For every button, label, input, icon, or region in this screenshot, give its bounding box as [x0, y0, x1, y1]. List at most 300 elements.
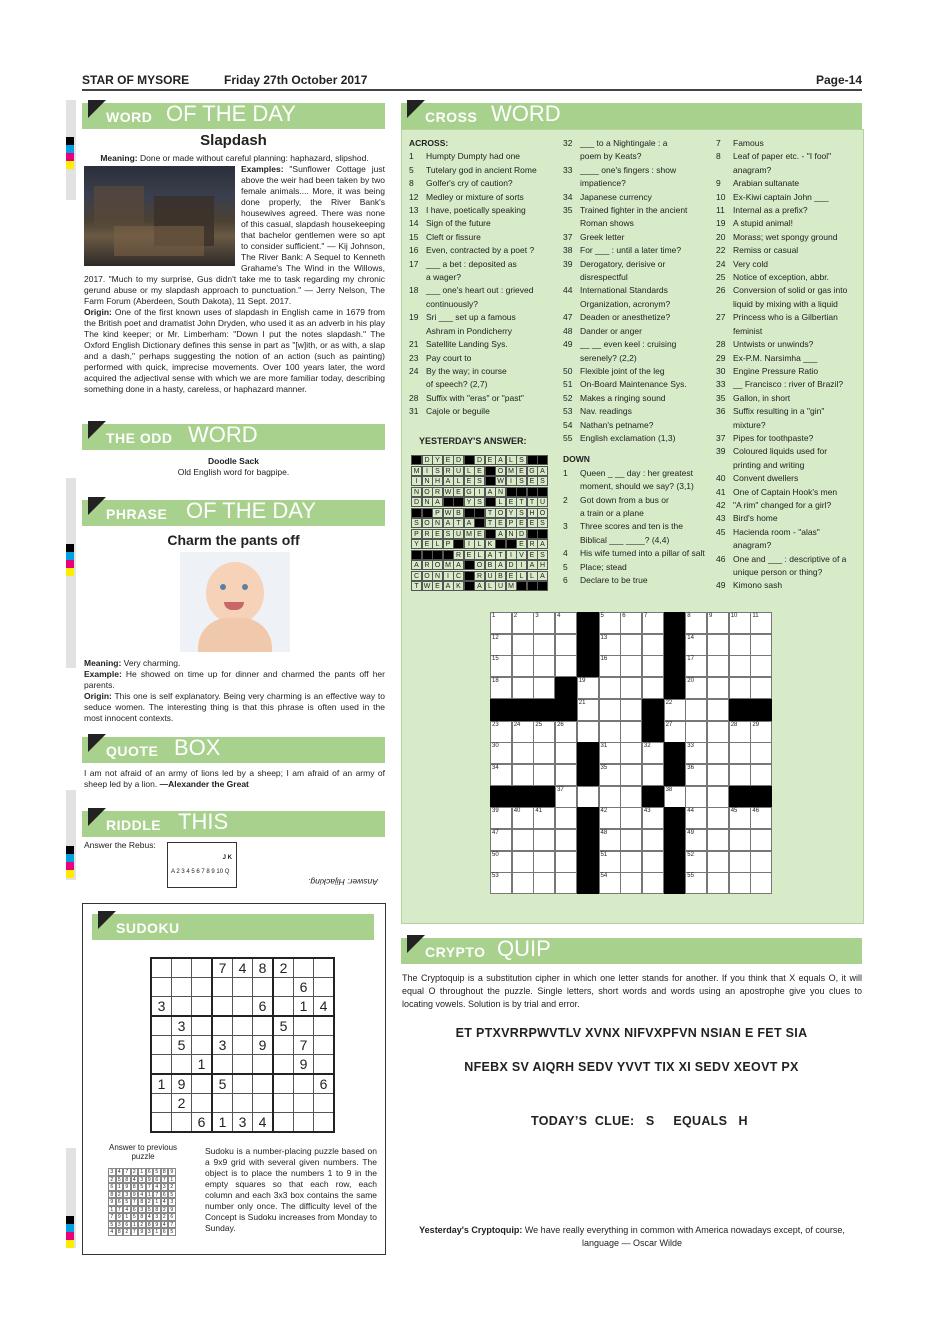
cryptoquip-header [401, 938, 862, 964]
crossword-cell[interactable] [750, 677, 772, 699]
crossword-cell[interactable] [599, 851, 621, 873]
sudoku-answer-cell: 4 [146, 1213, 154, 1221]
clue-number: 26 [716, 285, 726, 296]
sudoku-cell[interactable] [151, 1094, 172, 1113]
sudoku-cell[interactable] [151, 978, 172, 997]
sudoku-cell[interactable]: 2 [273, 958, 294, 978]
crossword-cell[interactable] [555, 786, 577, 808]
clue-number: 40 [716, 473, 726, 484]
crossword-cell[interactable] [685, 786, 707, 808]
sudoku-cell[interactable] [273, 1055, 294, 1075]
crossword-cell[interactable] [642, 829, 664, 851]
example-text: He showed on time up for dinner and charmed the pants off her parents. [84, 669, 385, 690]
crossword-cell[interactable] [512, 721, 534, 743]
sudoku-cell[interactable] [314, 1016, 335, 1036]
clue-number: 33 [716, 379, 726, 390]
sudoku-cell[interactable]: 4 [233, 958, 253, 978]
color-registration-mark [66, 1216, 74, 1248]
sudoku-cell[interactable] [253, 1074, 274, 1094]
header-small: QUOTE [106, 743, 159, 759]
crossword-cell[interactable] [490, 721, 512, 743]
sudoku-cell[interactable]: 2 [172, 1094, 192, 1113]
sudoku-cell[interactable] [294, 958, 314, 978]
crossword-cell[interactable] [555, 634, 577, 656]
crossword-cell[interactable] [512, 872, 534, 894]
crossword-cell[interactable] [642, 655, 664, 677]
crossword-cell[interactable] [620, 655, 642, 677]
crossword-cell[interactable] [555, 872, 577, 894]
yesterday-cell: M [443, 560, 454, 570]
crossword-cell[interactable] [599, 742, 621, 764]
crossword-cell[interactable] [707, 742, 729, 764]
crossword-cell[interactable] [599, 829, 621, 851]
crossword-cell[interactable] [642, 872, 664, 894]
sudoku-answer-cell: 6 [116, 1198, 124, 1206]
crossword-cell[interactable] [664, 721, 686, 743]
sudoku-cell[interactable] [192, 1016, 213, 1036]
clue-text: Engine Pressure Ratio [733, 365, 819, 376]
crossword-cell[interactable] [729, 612, 751, 634]
clue-row [409, 204, 559, 217]
clue-number: 20 [716, 231, 726, 242]
crossword-cell[interactable] [707, 699, 729, 721]
sudoku-cell[interactable]: 6 [294, 978, 314, 997]
crossword-cell[interactable] [533, 655, 555, 677]
crossword-cell[interactable] [533, 829, 555, 851]
clue-number: 22 [716, 245, 726, 256]
crossword-cell[interactable] [750, 829, 772, 851]
crossword-cell[interactable] [707, 721, 729, 743]
crossword-cell[interactable] [620, 699, 642, 721]
yesterday-cell: I [474, 487, 485, 497]
issue-date: Friday 27th October 2017 [224, 73, 368, 87]
sudoku-cell[interactable] [273, 997, 294, 1017]
sudoku-cell[interactable] [233, 1094, 253, 1113]
sudoku-cell[interactable]: 6 [253, 997, 274, 1017]
crossword-cell[interactable] [490, 634, 512, 656]
sudoku-cell[interactable] [273, 1074, 294, 1094]
sudoku-cell[interactable]: 7 [294, 1036, 314, 1055]
sudoku-cell[interactable] [314, 978, 335, 997]
crossword-cell[interactable] [599, 872, 621, 894]
crossword-cell[interactable] [490, 655, 512, 677]
crossword-cell[interactable] [685, 612, 707, 634]
crossword-cell[interactable] [750, 742, 772, 764]
yesterday-cell: P [432, 508, 443, 518]
crossword-cell[interactable] [729, 655, 751, 677]
crossword-cell[interactable] [707, 655, 729, 677]
crossword-grid[interactable] [490, 612, 772, 896]
crossword-cell[interactable] [620, 721, 642, 743]
clue-number: 29 [716, 352, 726, 363]
crossword-cell[interactable] [729, 742, 751, 764]
crossword-cell[interactable] [685, 829, 707, 851]
sudoku-cell[interactable] [151, 958, 172, 978]
crossword-cell[interactable] [620, 764, 642, 786]
sudoku-cell[interactable]: 3 [233, 1113, 253, 1133]
phrase-header [82, 500, 385, 526]
cell-number: 53 [492, 873, 499, 880]
sudoku-cell[interactable] [233, 1055, 253, 1075]
sudoku-cell[interactable] [192, 1094, 213, 1113]
crossword-cell [664, 742, 686, 764]
sudoku-cell[interactable] [253, 1055, 274, 1075]
sudoku-cell[interactable] [314, 958, 335, 978]
sudoku-cell[interactable] [212, 997, 233, 1017]
sudoku-cell[interactable] [273, 978, 294, 997]
crossword-cell[interactable] [685, 764, 707, 786]
crossword-cell[interactable] [642, 742, 664, 764]
sudoku-cell[interactable] [294, 1113, 314, 1133]
sudoku-cell[interactable]: 3 [172, 1016, 192, 1036]
sudoku-cell[interactable] [172, 1055, 192, 1075]
sudoku-cell[interactable]: 1 [151, 1074, 172, 1094]
crossword-cell[interactable] [490, 851, 512, 873]
crossword-cell[interactable] [599, 655, 621, 677]
sudoku-cell[interactable] [294, 1094, 314, 1113]
sudoku-answer-cell: 8 [108, 1191, 116, 1199]
crossword-cell[interactable] [555, 655, 577, 677]
clue-text: anagram? [733, 164, 772, 175]
cell-number: 16 [600, 656, 608, 663]
crossword-cell[interactable] [620, 742, 642, 764]
crossword-cell[interactable] [512, 807, 534, 829]
crossword-cell[interactable] [490, 807, 512, 829]
sudoku-cell[interactable]: 4 [314, 997, 335, 1017]
sudoku-cell[interactable]: 8 [253, 958, 274, 978]
clue-text: Place; stead [580, 561, 627, 572]
crossword-cell[interactable] [533, 742, 555, 764]
cryptoquip-line-2: NFEBX SV AIQRH SEDV YVVT TIX XI SEDV XEOVT PX [464, 1060, 799, 1074]
crossword-cell[interactable] [512, 634, 534, 656]
crossword-cell[interactable] [707, 764, 729, 786]
crossword-cell[interactable] [685, 721, 707, 743]
crossword-cell[interactable] [555, 807, 577, 829]
clue-text: "A rim" changed for a girl? [733, 499, 832, 510]
clue-number [716, 419, 733, 432]
crossword-cell[interactable] [512, 655, 534, 677]
yesterday-cell: A [527, 560, 538, 570]
crossword-cell[interactable] [533, 634, 555, 656]
sudoku-cell[interactable]: 5 [212, 1074, 233, 1094]
crossword-cell[interactable] [729, 851, 751, 873]
crossword-cell[interactable] [750, 851, 772, 873]
sudoku-cell[interactable]: 1 [212, 1113, 233, 1133]
crossword-cell[interactable] [512, 764, 534, 786]
sudoku-answer-cell: 8 [116, 1228, 124, 1236]
clue-row [409, 298, 559, 311]
crossword-cell[interactable] [750, 807, 772, 829]
sudoku-cell[interactable] [314, 1036, 335, 1055]
crossword-cell[interactable] [533, 612, 555, 634]
cell-number: 41 [535, 808, 543, 815]
crossword-cell[interactable] [533, 851, 555, 873]
sudoku-cell[interactable]: 3 [212, 1036, 233, 1055]
header-big: WORD [188, 422, 258, 447]
crossword-cell[interactable] [599, 807, 621, 829]
crossword-cell[interactable] [707, 786, 729, 808]
crossword-cell[interactable] [599, 612, 621, 634]
sudoku-cell[interactable] [192, 997, 213, 1017]
header-small: SUDOKU [116, 920, 180, 936]
crossword-cell[interactable] [729, 872, 751, 894]
yesterday-cell: O [422, 518, 433, 528]
yesterday-cell: A [432, 497, 443, 507]
crossword-cell[interactable] [750, 634, 772, 656]
sudoku-answer-label: Answer to previous puzzle [108, 1143, 178, 1161]
crossword-cell[interactable] [729, 829, 751, 851]
crossword-cell[interactable] [490, 764, 512, 786]
crossword-cell[interactable] [599, 764, 621, 786]
crossword-cell[interactable] [555, 764, 577, 786]
crossword-cell[interactable] [599, 786, 621, 808]
yesterday-cell: P [411, 529, 422, 539]
sudoku-cell[interactable]: 6 [314, 1074, 335, 1094]
crossword-cell[interactable] [729, 634, 751, 656]
sudoku-cell[interactable] [192, 1036, 213, 1055]
sudoku-cell[interactable] [212, 1016, 233, 1036]
yesterday-cell: N [411, 487, 422, 497]
clue-text: liquid by mixing with a liquid [733, 298, 838, 309]
clue-number [563, 352, 580, 365]
crossword-cell[interactable] [685, 807, 707, 829]
crossword-cell[interactable] [512, 677, 534, 699]
crossword-cell[interactable] [555, 721, 577, 743]
sudoku-cell[interactable] [151, 1036, 172, 1055]
crossword-cell[interactable] [533, 764, 555, 786]
sudoku-cell[interactable]: 9 [253, 1036, 274, 1055]
sudoku-cell[interactable]: 6 [192, 1113, 213, 1133]
crossword-cell[interactable] [642, 851, 664, 873]
sudoku-cell[interactable]: 5 [273, 1016, 294, 1036]
yesterday-cell: L [432, 539, 443, 549]
crossword-cell[interactable] [533, 872, 555, 894]
clue-number: 17 [409, 258, 419, 269]
sudoku-cell[interactable] [314, 1113, 335, 1133]
crossword-cell[interactable] [707, 677, 729, 699]
corner-triangle [88, 808, 106, 826]
clue-row [716, 472, 861, 485]
sudoku-cell[interactable] [273, 1094, 294, 1113]
sudoku-answer-cell: 7 [168, 1221, 176, 1229]
sudoku-cell[interactable] [233, 978, 253, 997]
yesterday-cell: S [474, 476, 485, 486]
sudoku-cell[interactable] [273, 1036, 294, 1055]
crossword-cell[interactable] [512, 851, 534, 873]
sudoku-cell[interactable] [172, 1113, 192, 1133]
sudoku-cell[interactable] [212, 978, 233, 997]
sudoku-cell[interactable] [212, 1055, 233, 1075]
crossword-cell[interactable] [490, 872, 512, 894]
crossword-cell[interactable] [750, 612, 772, 634]
yesterday-cell: R [443, 466, 454, 476]
clue-number: 10 [716, 191, 726, 202]
clue-text: Internal as a prefix? [733, 205, 808, 216]
crossword-cell[interactable] [685, 742, 707, 764]
yesterday-cell: D [516, 529, 527, 539]
crossword-cell[interactable] [750, 872, 772, 894]
sudoku-cell[interactable] [233, 1036, 253, 1055]
sudoku-cell[interactable]: 9 [172, 1074, 192, 1094]
crossword-cell[interactable] [685, 677, 707, 699]
sudoku-cell[interactable] [314, 1055, 335, 1075]
yesterday-cell [537, 529, 548, 539]
cell-number: 15 [492, 656, 499, 663]
crossword-cell[interactable] [685, 699, 707, 721]
sudoku-cell[interactable] [212, 1094, 233, 1113]
sudoku-cell[interactable] [233, 997, 253, 1017]
clue-row [716, 150, 861, 163]
sudoku-cell[interactable] [253, 1016, 274, 1036]
crossword-cell[interactable] [620, 612, 642, 634]
sudoku-answer-cell: 7 [153, 1191, 161, 1199]
crossword-cell[interactable] [664, 699, 686, 721]
crossword-cell[interactable] [620, 634, 642, 656]
sudoku-cell[interactable] [253, 1094, 274, 1113]
sudoku-cell[interactable] [314, 1094, 335, 1113]
sudoku-cell[interactable] [172, 997, 192, 1017]
crossword-cell[interactable] [490, 829, 512, 851]
crossword-cell[interactable] [685, 851, 707, 873]
crossword-cell[interactable] [599, 677, 621, 699]
sudoku-cell[interactable] [151, 1055, 172, 1075]
crossword-cell[interactable] [642, 764, 664, 786]
crossword-cell[interactable] [533, 807, 555, 829]
crossword-cell[interactable] [620, 872, 642, 894]
odd-word-definition: Old English word for bagpipe. [177, 467, 290, 477]
header-small: PHRASE [106, 506, 168, 522]
crossword-cell[interactable] [577, 699, 599, 721]
sudoku-cell[interactable] [273, 1113, 294, 1133]
sudoku-cell[interactable] [192, 958, 213, 978]
crossword-cell[interactable] [555, 851, 577, 873]
crossword-cell[interactable] [707, 872, 729, 894]
sudoku-answer-cell: 6 [168, 1213, 176, 1221]
crossword-cell[interactable] [642, 612, 664, 634]
crossword-cell[interactable] [707, 612, 729, 634]
sudoku-answer-cell: 3 [138, 1176, 146, 1184]
clue-number: 5 [563, 561, 568, 572]
crossword-cell[interactable] [685, 872, 707, 894]
crossword-cell[interactable] [577, 721, 599, 743]
crossword-cell[interactable] [620, 807, 642, 829]
crossword-cell[interactable] [685, 655, 707, 677]
sudoku-answer-cell: 4 [108, 1228, 116, 1236]
crossword-cell[interactable] [512, 612, 534, 634]
crossword-cell[interactable] [750, 721, 772, 743]
clue-number: 35 [563, 205, 573, 216]
clue-text: of speech? (2,7) [426, 379, 488, 390]
yesterday-cell: S [432, 466, 443, 476]
crossword-cell[interactable] [512, 742, 534, 764]
crossword-cell[interactable] [599, 721, 621, 743]
cell-number: 19 [578, 678, 586, 685]
corner-triangle [88, 734, 106, 752]
sudoku-cell[interactable] [151, 1016, 172, 1036]
sudoku-cell[interactable]: 9 [294, 1055, 314, 1075]
corner-triangle [88, 421, 106, 439]
sudoku-cell[interactable] [233, 1074, 253, 1094]
crossword-cell[interactable] [577, 677, 599, 699]
crossword-cell[interactable] [707, 807, 729, 829]
sudoku-answer-cell: 9 [168, 1168, 176, 1176]
clue-number [716, 164, 733, 177]
sudoku-cell[interactable] [253, 978, 274, 997]
crossword-cell[interactable] [685, 634, 707, 656]
crossword-cell[interactable] [750, 764, 772, 786]
sudoku-cell[interactable] [151, 1113, 172, 1133]
clue-text: Ex-Kiwi captain John ___ [733, 191, 829, 202]
sudoku-answer-cell: 5 [116, 1176, 124, 1184]
sudoku-cell[interactable]: 1 [294, 997, 314, 1017]
sudoku-cell[interactable] [233, 1016, 253, 1036]
crossword-cell[interactable] [750, 655, 772, 677]
yesterday-cell: L [495, 497, 506, 507]
crossword-cell[interactable] [599, 699, 621, 721]
sudoku-cell[interactable]: 3 [151, 997, 172, 1017]
crossword-cell[interactable] [577, 786, 599, 808]
crossword-cell[interactable] [555, 742, 577, 764]
clue-number [563, 534, 580, 547]
crossword-cell[interactable] [490, 612, 512, 634]
crossword-cell[interactable] [664, 786, 686, 808]
crossword-cell[interactable] [599, 634, 621, 656]
crossword-cell[interactable] [620, 786, 642, 808]
sudoku-cell[interactable] [192, 978, 213, 997]
yesterday-cell: L [506, 455, 517, 465]
crossword-cell[interactable] [642, 807, 664, 829]
crossword-cell[interactable] [490, 742, 512, 764]
clue-row [716, 378, 861, 391]
crossword-cell[interactable] [729, 721, 751, 743]
crossword-cell[interactable] [729, 677, 751, 699]
crossword-cell[interactable] [490, 677, 512, 699]
clue-text: Suffix resulting in a "gin" [733, 406, 825, 417]
yesterday-cell: S [537, 518, 548, 528]
crossword-cell[interactable] [642, 677, 664, 699]
clue-number: 35 [716, 392, 726, 403]
sudoku-cell[interactable] [294, 1074, 314, 1094]
clue-number: 3 [563, 521, 568, 532]
crossword-cell[interactable] [729, 807, 751, 829]
sudoku-cell[interactable] [172, 978, 192, 997]
crossword-cell[interactable] [620, 677, 642, 699]
crossword-cell[interactable] [533, 721, 555, 743]
crossword-cell[interactable] [620, 851, 642, 873]
crossword-cell[interactable] [642, 634, 664, 656]
sudoku-cell[interactable] [172, 958, 192, 978]
clue-row [409, 164, 559, 177]
sudoku-cell[interactable]: 1 [192, 1055, 213, 1075]
crossword-cell[interactable] [620, 829, 642, 851]
sudoku-cell[interactable] [294, 1016, 314, 1036]
clue-number: 39 [563, 258, 573, 269]
crossword-cell[interactable] [555, 612, 577, 634]
sudoku-cell[interactable] [192, 1074, 213, 1094]
crossword-cell[interactable] [555, 829, 577, 851]
crossword-cell[interactable] [707, 634, 729, 656]
sudoku-cell[interactable]: 5 [172, 1036, 192, 1055]
sudoku-cell[interactable]: 4 [253, 1113, 274, 1133]
sudoku-cell[interactable]: 7 [212, 958, 233, 978]
crossword-cell[interactable] [512, 829, 534, 851]
crossword-cell[interactable] [707, 829, 729, 851]
cell-number: 23 [492, 721, 499, 728]
crossword-cell[interactable] [707, 851, 729, 873]
crossword-cell[interactable] [729, 764, 751, 786]
sudoku-answer-cell: 2 [146, 1198, 154, 1206]
crossword-cell[interactable] [533, 677, 555, 699]
